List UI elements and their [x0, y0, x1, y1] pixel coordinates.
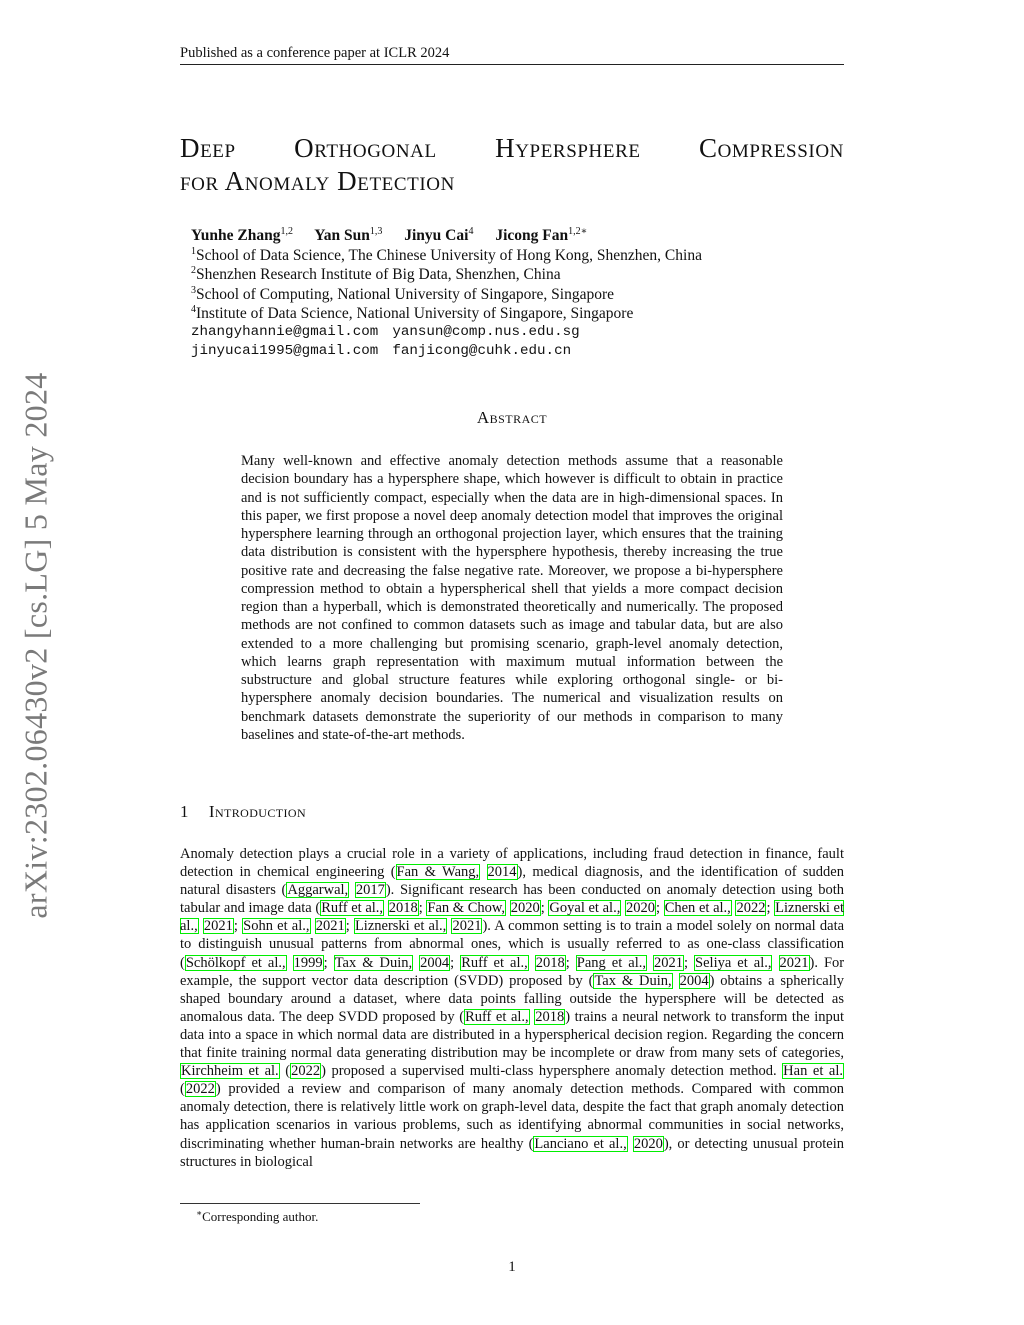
page-number: 1 — [508, 1259, 516, 1275]
abstract-heading: Abstract — [476, 408, 548, 427]
introduction-paragraph — [180, 845, 844, 1171]
citation-link[interactable]: Ruff et al., — [321, 900, 384, 917]
citation-link[interactable]: Ruff et al., — [461, 954, 528, 971]
intro-text-run: ). A common setting is to train a model solely on normal data to distinguish unusual patterns from abnormal ones, which is usually referred to as one-class classification ( — [180, 918, 845, 971]
author-affil-sup: 4 — [468, 226, 474, 237]
intro-text-run: ; — [450, 954, 461, 971]
citation-link[interactable]: Tax & Duin, — [334, 954, 413, 971]
intro-text-run: ; — [345, 918, 354, 935]
affiliation-text: School of Data Science, The Chinese University of Hong Kong, Shenzhen, China — [196, 247, 702, 265]
affiliation-text: Shenzhen Research Institute of Big Data, Shenzhen, China — [196, 266, 561, 284]
intro-text-run: ). Significant research has been conducted on anomaly detection using both tabular and image data ( — [180, 882, 844, 917]
citation-link[interactable]: 2004 — [420, 954, 450, 971]
email-link[interactable]: fanjicong@cuhk.edu.cn — [392, 343, 572, 360]
author-block — [191, 226, 831, 361]
citation-link[interactable]: 2021 — [654, 954, 683, 971]
intro-text-run — [529, 955, 535, 971]
intro-text-run — [349, 882, 355, 898]
intro-text-run: ) trains a neural network to transform the input data into a space in which normal data are distributed in a hyperspherical decision region. Regarding the concern that finite training normal data generating distribution may be incomplete or draw from many sets of categories, — [180, 1008, 845, 1062]
citation-link[interactable]: 2018 — [388, 900, 418, 917]
arxiv-sidebar-stamp — [14, 355, 58, 935]
title-line-1 — [180, 132, 844, 165]
citation-link[interactable]: Seliya et al., — [695, 954, 772, 971]
title-word: Orthogonal — [294, 133, 437, 163]
citation-link[interactable]: 2022 — [736, 900, 766, 917]
citation-link[interactable]: 2021 — [203, 918, 233, 935]
intro-text-run: ; — [766, 900, 775, 917]
title-word: Compression — [698, 133, 844, 163]
email-link[interactable]: jinyucai1995@gmail.com — [191, 343, 379, 360]
citation-link[interactable]: 2021 — [452, 918, 482, 935]
citation-link[interactable]: 1999 — [293, 954, 323, 971]
author-name: Jicong Fan — [495, 227, 569, 244]
running-header: Published as a conference paper at ICLR 2024 — [180, 44, 844, 65]
title-word: Deep — [180, 133, 236, 163]
title-word: Hypersphere — [495, 133, 641, 163]
author — [314, 227, 382, 244]
citation-link[interactable]: 2018 — [535, 1008, 565, 1025]
citation-link[interactable]: Liznerski et al., — [180, 900, 845, 935]
title-line-2: for Anomaly Detection — [180, 166, 455, 196]
intro-text-run — [287, 955, 293, 971]
affiliation-number: 4 — [191, 303, 196, 315]
intro-text-run: ) obtains a spherically shaped boundary around a dataset, where data points falling outside the hypersphere will be detected as anomalous data. The deep SVDD proposed by ( — [180, 972, 845, 1025]
intro-text-run — [772, 955, 778, 971]
affiliation-number: 2 — [191, 265, 196, 277]
intro-text-run: ; — [540, 900, 549, 917]
intro-text-run: ) provided a review and comparison of many anomaly detection methods. Compared with common anomaly detection, there is relatively little work on graph-level data, despite the fact that graph anomaly detection has application scenarios in various problems, such as identifying abnormal communities in social networks, discriminating whether human-brain networks are healthy ( — [180, 1081, 844, 1152]
footnote — [196, 1209, 696, 1225]
citation-link[interactable]: Chen et al., — [664, 900, 731, 917]
author-names — [191, 226, 831, 245]
affiliation — [191, 246, 831, 265]
email-row — [191, 342, 831, 361]
section-number: 1 — [180, 802, 189, 821]
intro-text-run: ; — [656, 900, 664, 917]
citation-link[interactable]: Goyal et al., — [549, 900, 621, 917]
author-affil-sup: 1,3 — [369, 226, 383, 237]
intro-text-run: ; — [684, 954, 695, 971]
author-name: Yunhe Zhang — [191, 227, 281, 244]
citation-link[interactable]: Ruff et al., — [465, 1008, 529, 1025]
intro-text-run: ), medical diagnosis, and the identification of sudden natural disasters ( — [180, 864, 844, 899]
author-name: Yan Sun — [314, 227, 370, 244]
citation-link[interactable]: Fan & Chow, — [427, 900, 506, 917]
citation-link[interactable]: 2018 — [535, 954, 565, 971]
citation-link[interactable]: 2004 — [679, 972, 709, 989]
citation-link[interactable]: 2022 — [291, 1063, 321, 1080]
email-link[interactable]: yansun@comp.nus.edu.sg — [392, 324, 580, 341]
section-title: Introduction — [208, 802, 307, 821]
citation-link[interactable]: 2021 — [779, 954, 809, 971]
affiliation-text: Institute of Data Science, National University of Singapore, Singapore — [196, 304, 634, 322]
email-link[interactable]: zhangyhannie@gmail.com — [191, 324, 379, 341]
intro-text-run: ) proposed a supervised multi-class hypersphere anomaly detection method. — [321, 1063, 783, 1080]
author — [191, 227, 293, 244]
intro-text-run — [673, 973, 679, 989]
arxiv-id-text: arXiv:2302.06430v2 [cs.LG] 5 May 2024 — [17, 371, 54, 919]
section-heading — [180, 802, 580, 822]
affiliation-number: 1 — [191, 246, 196, 258]
footnote-divider — [180, 1203, 420, 1204]
intro-text-run: ; — [323, 954, 334, 971]
intro-text-run: ; — [233, 918, 243, 935]
affiliation — [191, 285, 831, 304]
citation-link[interactable]: 2014 — [487, 864, 517, 881]
citation-link[interactable]: 2022 — [185, 1081, 215, 1098]
citation-link[interactable]: Han et al. — [783, 1063, 843, 1080]
affiliation-text: School of Computing, National University of Singapore, Singapore — [196, 285, 615, 303]
intro-text-run — [480, 864, 486, 880]
citation-link[interactable]: Aggarwal, — [287, 882, 349, 899]
intro-text-run: ; — [418, 900, 427, 917]
citation-link[interactable]: Kirchheim et al. — [181, 1063, 279, 1080]
citation-link[interactable]: Fan & Wang, — [396, 864, 480, 881]
citation-link[interactable]: 2020 — [626, 900, 655, 917]
abstract-text: Many well-known and effective anomaly detection methods assume that a reasonable decision boundary has a hypersphere shape, which however is difficult to obtain in practice and is not sufficiently compact, especially when the data are in high-dimensional spaces. In this paper, we first propose a novel deep anomaly detection model that improves the original hypersphere learning through an orthogonal projection layer, which ensures that the training data distribution is consistent with the hypersphere hypothesis, thereby increasing the true positive rate and decreasing the false negative rate. Moreover, we propose a bi-hypersphere compression method to obtain a hyperspherical shell that yields a more compact decision region than a hyperball, which is demonstrated theoretically and numerically. The proposed methods are not confined to common datasets such as image and tabular data, but are also extended to a more challenging but promising scenario, graph-level anomaly detection, which learns graph representation with maximum mutual information between the substructure and global structure features while exploring orthogonal single- or bi-hypersphere anomaly decision boundaries. The numerical and visualization results on benchmark datasets demonstrate the superiority of our methods in comparison to many baselines and state-of-the-art methods. — [241, 453, 783, 743]
affiliation — [191, 265, 831, 284]
intro-text-run: ( — [180, 1081, 185, 1098]
intro-text-run: ). For example, the support vector data description (SVDD) proposed by ( — [180, 954, 845, 989]
affiliation-number: 3 — [191, 284, 196, 296]
citation-link[interactable]: 2017 — [355, 882, 385, 899]
author — [495, 227, 587, 244]
citation-link[interactable]: Schölkopf et al., — [185, 954, 286, 971]
intro-text-run: ; — [565, 954, 576, 971]
intro-text-run: ), or detecting unusual protein structures in biological — [180, 1135, 845, 1170]
citation-link[interactable]: Liznerski et al., — [354, 918, 447, 935]
citation-link[interactable]: Lanciano et al., — [534, 1135, 627, 1152]
citation-link[interactable]: 2021 — [315, 918, 345, 935]
citation-link[interactable]: 2020 — [510, 900, 540, 917]
author-affil-sup: 1,2∗ — [568, 226, 588, 237]
intro-text-run: ( — [279, 1063, 291, 1080]
email-row — [191, 323, 831, 342]
footnote-mark: ∗ — [196, 1208, 203, 1218]
citation-link[interactable]: Sohn et al., — [243, 918, 310, 935]
intro-text-run: Anomaly detection plays a crucial role in a variety of applications, including fraud detection in finance, fault detection in chemical engineering ( — [180, 846, 844, 881]
author — [404, 227, 473, 244]
citation-link[interactable]: 2020 — [633, 1135, 663, 1152]
footnote-text: Corresponding author. — [202, 1209, 319, 1224]
author-name: Jinyu Cai — [404, 227, 469, 244]
affiliation — [191, 304, 831, 323]
author-affil-sup: 1,2 — [280, 226, 293, 237]
citation-link[interactable]: Tax & Duin, — [594, 972, 672, 989]
paper-title — [180, 132, 844, 198]
citation-link[interactable]: Pang et al., — [576, 954, 646, 971]
